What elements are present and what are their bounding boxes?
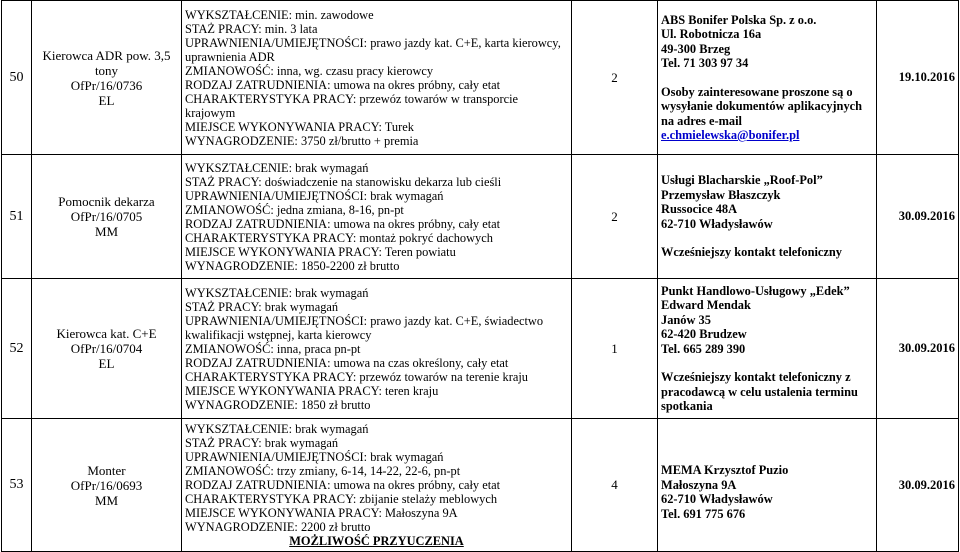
shift-line: ZMIANOWOŚĆ: trzy zmiany, 6-14, 14-22, 22-6, pn-pt <box>185 464 461 478</box>
offer-number: 52 <box>2 279 32 419</box>
employer-note: Wcześniejszy kontakt telefoniczny z pracodawcą w celu ustalenia terminu spotkania <box>661 370 858 413</box>
offer-number: 50 <box>2 1 32 155</box>
requirements-cell <box>182 1 572 155</box>
shift-line: ZMIANOWOŚĆ: inna, praca pn-pt <box>185 341 361 356</box>
employer-city: 49-300 Brzeg <box>661 41 731 56</box>
position-cell <box>32 155 182 279</box>
employment-type-line: RODZAJ ZATRUDNIENIA: umowa na okres próbny, cały etat <box>185 478 501 492</box>
program-code: MM <box>94 224 119 239</box>
employer-cell <box>658 279 877 419</box>
program-code: EL <box>98 356 115 371</box>
offer-date: 30.09.2016 <box>877 279 959 419</box>
offer-code: OfPr/16/0736 <box>70 77 143 93</box>
position-cell <box>32 1 182 155</box>
offer-code: OfPr/16/0705 <box>70 209 143 224</box>
employer-city: 62-710 Władysławów <box>661 492 773 506</box>
employer-note: Osoby zainteresowane proszone są o wysyłanie dokumentów aplikacyjnych na adres e-mail <box>661 84 863 128</box>
program-code: EL <box>98 92 115 108</box>
vacancy-count: 2 <box>572 155 658 279</box>
employer-name: ABS Bonifer Polska Sp. z o.o. <box>661 12 817 27</box>
employer-street: Russocice 48A <box>661 202 738 217</box>
education-line: WYKSZTAŁCENIE: brak wymagań <box>185 285 369 300</box>
employment-type-line: RODZAJ ZATRUDNIENIA: umowa na czas określony, cały etat <box>185 355 509 370</box>
shift-line: ZMIANOWOŚĆ: inna, wg. czasu pracy kierowcy <box>185 63 434 78</box>
salary-line: WYNAGRODZENIE: 1850-2200 zł brutto <box>185 258 400 273</box>
education-line: WYKSZTAŁCENIE: brak wymagań <box>185 422 369 436</box>
position-title: Monter <box>87 462 126 478</box>
salary-line: WYNAGRODZENIE: 1850 zł brutto <box>185 397 371 412</box>
experience-line: STAŻ PRACY: brak wymagań <box>185 436 339 450</box>
education-line: WYKSZTAŁCENIE: brak wymagań <box>185 160 369 175</box>
offer-code: OfPr/16/0704 <box>70 341 143 356</box>
employer-city: 62-420 Brudzew <box>661 327 747 341</box>
employment-type-line: RODZAJ ZATRUDNIENIA: umowa na okres próbny, cały etat <box>185 77 501 92</box>
vacancy-count: 4 <box>572 419 658 552</box>
position-cell <box>32 279 182 419</box>
employer-note: Wcześniejszy kontakt telefoniczny <box>661 245 843 260</box>
experience-line: STAŻ PRACY: doświadczenie na stanowisku dekarza lub cieśli <box>185 174 502 189</box>
employer-city: 62-710 Władysławów <box>661 216 773 231</box>
employer-street: Ul. Robotnicza 16a <box>661 27 762 41</box>
offer-date: 19.10.2016 <box>877 1 959 155</box>
employer-name: MEMA Krzysztof Puzio <box>661 463 789 477</box>
position-title: Kierowca ADR pow. 3,5 tony <box>42 47 171 78</box>
salary-line: WYNAGRODZENIE: 3750 zł/brutto + premia <box>185 133 419 148</box>
employer-cell <box>658 419 877 552</box>
offer-date: 30.09.2016 <box>877 155 959 279</box>
employer-cell <box>658 1 877 155</box>
job-offers-table <box>1 0 959 552</box>
qualifications-line: UPRAWNIENIA/UMIEJĘTNOŚCI: brak wymagań <box>185 188 444 203</box>
requirements-cell <box>182 155 572 279</box>
qualifications-line: UPRAWNIENIA/UMIEJĘTNOŚCI: prawo jazdy kat. C+E, karta kierowcy, uprawnienia ADR <box>185 35 561 64</box>
employer-name: Usługi Blacharskie „Roof-Pol” <box>661 173 823 188</box>
job-description-line: CHARAKTERYSTYKA PRACY: montaż pokryć dachowych <box>185 230 493 245</box>
job-description-line: CHARAKTERYSTYKA PRACY: zbijanie stelaży meblowych <box>185 492 498 506</box>
job-description-line: CHARAKTERYSTYKA PRACY: przewóz towarów na terenie kraju <box>185 369 528 384</box>
workplace-line: MIEJSCE WYKONYWANIA PRACY: Teren powiatu <box>185 244 456 259</box>
workplace-line: MIEJSCE WYKONYWANIA PRACY: teren kraju <box>185 383 439 398</box>
table-row <box>2 1 959 155</box>
offer-number: 53 <box>2 419 32 552</box>
experience-line: STAŻ PRACY: brak wymagań <box>185 299 339 314</box>
offer-date: 30.09.2016 <box>877 419 959 552</box>
table-row <box>2 279 959 419</box>
employer-phone: Tel. 691 775 676 <box>661 506 746 521</box>
employer-cell <box>658 155 877 279</box>
qualifications-line: UPRAWNIENIA/UMIEJĘTNOŚCI: prawo jazdy kat. C+E, świadectwo kwalifikacji wstępnej, karta kierowcy <box>185 313 544 342</box>
vacancy-count: 1 <box>572 279 658 419</box>
program-code: MM <box>94 492 119 508</box>
position-title: Pomocnik dekarza <box>58 194 155 209</box>
table-row <box>2 155 959 279</box>
employer-contact: Edward Mendak <box>661 298 751 312</box>
requirements-cell <box>182 279 572 419</box>
employer-phone: Tel. 71 303 97 34 <box>661 56 749 70</box>
table-row <box>2 419 959 552</box>
employer-name: Punkt Handlowo-Usługowy „Edek” <box>661 283 850 298</box>
qualifications-line: UPRAWNIENIA/UMIEJĘTNOŚCI: brak wymagań <box>185 450 444 464</box>
employment-type-line: RODZAJ ZATRUDNIENIA: umowa na okres próbny, cały etat <box>185 216 501 231</box>
requirements-cell <box>182 419 572 552</box>
employer-contact: Przemysław Błaszczyk <box>661 187 781 202</box>
workplace-line: MIEJSCE WYKONYWANIA PRACY: Turek <box>185 119 414 134</box>
experience-line: STAŻ PRACY: min. 3 lata <box>185 21 318 36</box>
position-cell <box>32 419 182 552</box>
offer-code: OfPr/16/0693 <box>70 477 143 493</box>
offer-number: 51 <box>2 155 32 279</box>
position-title: Kierowca kat. C+E <box>56 326 157 341</box>
job-description-line: CHARAKTERYSTYKA PRACY: przewóz towarów w transporcie krajowym <box>185 91 519 120</box>
employer-email-link[interactable]: e.chmielewska@bonifer.pl <box>661 128 800 142</box>
employer-phone: Tel. 665 289 390 <box>661 341 746 356</box>
employer-street: Małoszyna 9A <box>661 477 737 492</box>
employer-street: Janów 35 <box>661 312 711 327</box>
training-possible-note: MOŻLIWOŚĆ PRZYUCZENIA <box>289 534 464 548</box>
vacancy-count: 2 <box>572 1 658 155</box>
education-line: WYKSZTAŁCENIE: min. zawodowe <box>185 7 374 22</box>
salary-line: WYNAGRODZENIE: 2200 zł brutto <box>185 520 371 534</box>
workplace-line: MIEJSCE WYKONYWANIA PRACY: Małoszyna 9A <box>185 506 458 520</box>
shift-line: ZMIANOWOŚĆ: jedna zmiana, 8-16, pn-pt <box>185 202 404 217</box>
